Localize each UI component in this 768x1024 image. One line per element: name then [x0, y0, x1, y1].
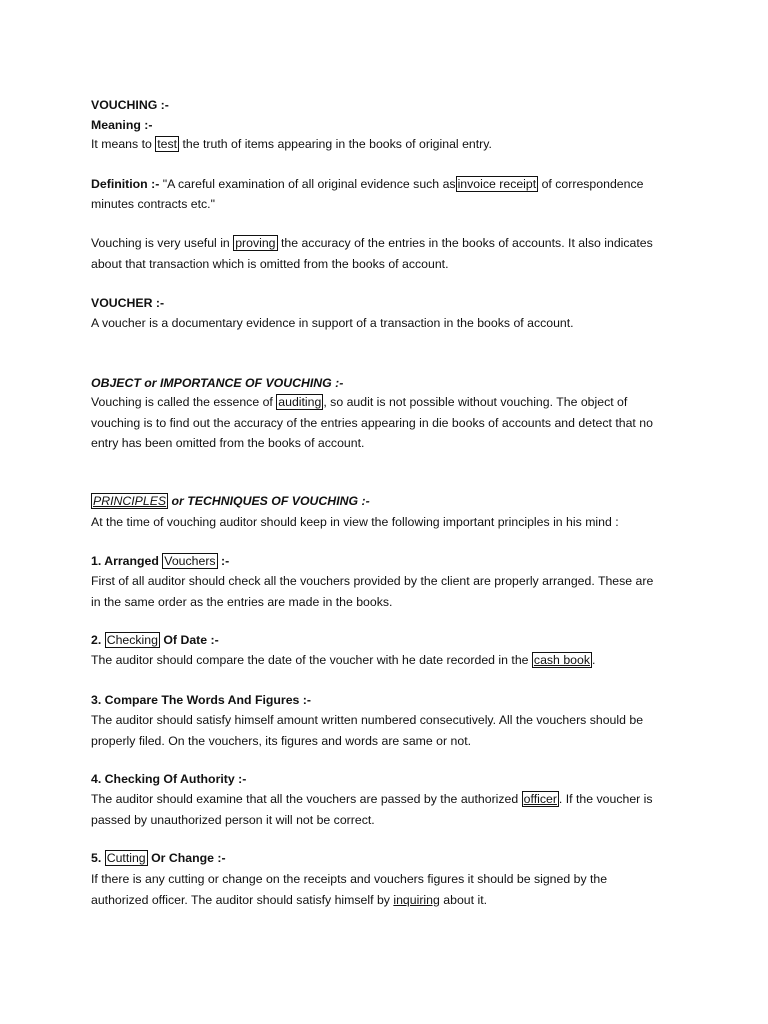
highlight-box-invoice-receipt[interactable]: invoice receipt	[457, 177, 537, 191]
text-span: The auditor should satisfy himself amount written numbered consecutively. All the vouchers should be	[91, 713, 644, 727]
principle-5-line-2	[91, 892, 487, 908]
heading-text: :-	[217, 554, 230, 568]
text-span: Vouching is called the essence of	[91, 395, 277, 409]
principle-3-line-2	[91, 733, 471, 749]
section-heading-object	[91, 375, 343, 391]
section-heading-principles	[91, 493, 370, 509]
highlight-box-officer[interactable]: officer	[523, 792, 557, 806]
heading-text: 5.	[91, 851, 105, 865]
definition-line-1	[91, 176, 643, 192]
heading-text: VOUCHING :-	[91, 98, 169, 112]
heading-text: or TECHNIQUES OF VOUCHING :-	[168, 494, 370, 508]
principles-intro	[91, 514, 619, 530]
object-line-3	[91, 435, 364, 451]
principle-5-line-1	[91, 871, 607, 887]
highlight-box-test[interactable]: test	[157, 137, 178, 151]
principle-2-heading	[91, 632, 219, 648]
text-span: vouching is to find out the accuracy of the entries appearing in die books of accounts and detect that no	[91, 416, 653, 430]
text-span: It means to	[91, 137, 156, 151]
useful-line-1	[91, 235, 653, 251]
section-heading-vouching	[91, 97, 169, 113]
text-span: .	[591, 653, 596, 667]
principle-1-line-1	[91, 573, 653, 589]
link-inquiring[interactable]: inquiring	[393, 893, 440, 907]
highlight-box-auditing[interactable]: auditing	[278, 395, 322, 409]
text-span: entry has been omitted from the books of account.	[91, 436, 365, 450]
meaning-text	[91, 136, 492, 152]
highlight-box-vouchers[interactable]: Vouchers	[164, 554, 216, 568]
heading-text: 3. Compare The Words And Figures :-	[91, 693, 311, 707]
text-span: The auditor should compare the date of the voucher with he date recorded in the	[91, 653, 532, 667]
subheading-meaning	[91, 117, 152, 133]
heading-text: Of Date :-	[159, 633, 219, 647]
principle-4-line-1	[91, 791, 653, 807]
text-span: , so audit is not possible without vouching. The object of	[323, 395, 628, 409]
useful-line-2	[91, 256, 449, 272]
text-span: authorized officer. The auditor should satisfy himself by	[91, 893, 394, 907]
highlight-box-cash-book[interactable]: cash book	[533, 653, 590, 667]
text-span: in the same order as the entries are made in the books.	[91, 595, 393, 609]
text-span: At the time of vouching auditor should keep in view the following important principles in his mind :	[91, 515, 619, 529]
section-heading-voucher	[91, 295, 164, 311]
definition-label: Definition :-	[91, 177, 160, 191]
principle-3-line-1	[91, 712, 643, 728]
text-span: Vouching is very useful in	[91, 236, 234, 250]
heading-text: 1. Arranged	[91, 554, 163, 568]
principles-link[interactable]: PRINCIPLES	[93, 494, 167, 508]
principle-3-heading	[91, 692, 311, 708]
heading-text: OBJECT or IMPORTANCE OF VOUCHING :-	[91, 376, 344, 390]
text-span: minutes contracts etc."	[91, 197, 215, 211]
principle-4-line-2	[91, 812, 375, 828]
text-span: passed by unauthorized person it will not be correct.	[91, 813, 375, 827]
text-span: First of all auditor should check all the vouchers provided by the client are properly arranged. These are	[91, 574, 654, 588]
principle-1-line-2	[91, 594, 392, 610]
highlight-box-proving[interactable]: proving	[235, 236, 276, 250]
text-span: "A careful examination of all original evidence such as	[159, 177, 456, 191]
highlight-box-cutting[interactable]: Cutting	[106, 851, 146, 865]
heading-text: Meaning :-	[91, 118, 153, 132]
heading-text: 4. Checking Of Authority :-	[91, 772, 247, 786]
principle-1-heading	[91, 553, 229, 569]
text-span: about that transaction which is omitted from the books of account.	[91, 257, 449, 271]
text-span: the truth of items appearing in the books of original entry.	[179, 137, 492, 151]
object-line-2	[91, 415, 653, 431]
principle-5-heading	[91, 850, 226, 866]
text-span: A voucher is a documentary evidence in support of a transaction in the books of account.	[91, 316, 574, 330]
heading-text: VOUCHER :-	[91, 296, 165, 310]
text-span: The auditor should examine that all the vouchers are passed by the authorized	[91, 792, 522, 806]
text-span: properly filed. On the vouchers, its figures and words are same or not.	[91, 734, 472, 748]
object-line-1	[91, 394, 627, 410]
heading-text: Or Change :-	[147, 851, 226, 865]
text-span: . If the voucher is	[558, 792, 653, 806]
definition-line-2	[91, 196, 215, 212]
text-span: the accuracy of the entries in the books of accounts. It also indicates	[277, 236, 653, 250]
heading-text: 2.	[91, 633, 105, 647]
highlight-box-checking[interactable]: Checking	[106, 633, 158, 647]
principle-4-heading	[91, 771, 246, 787]
text-span: about it.	[439, 893, 488, 907]
voucher-text	[91, 315, 574, 331]
text-span: If there is any cutting or change on the receipts and vouchers figures it should be signed by the	[91, 872, 608, 886]
text-span: of correspondence	[538, 177, 644, 191]
principle-2-line-1	[91, 652, 595, 668]
